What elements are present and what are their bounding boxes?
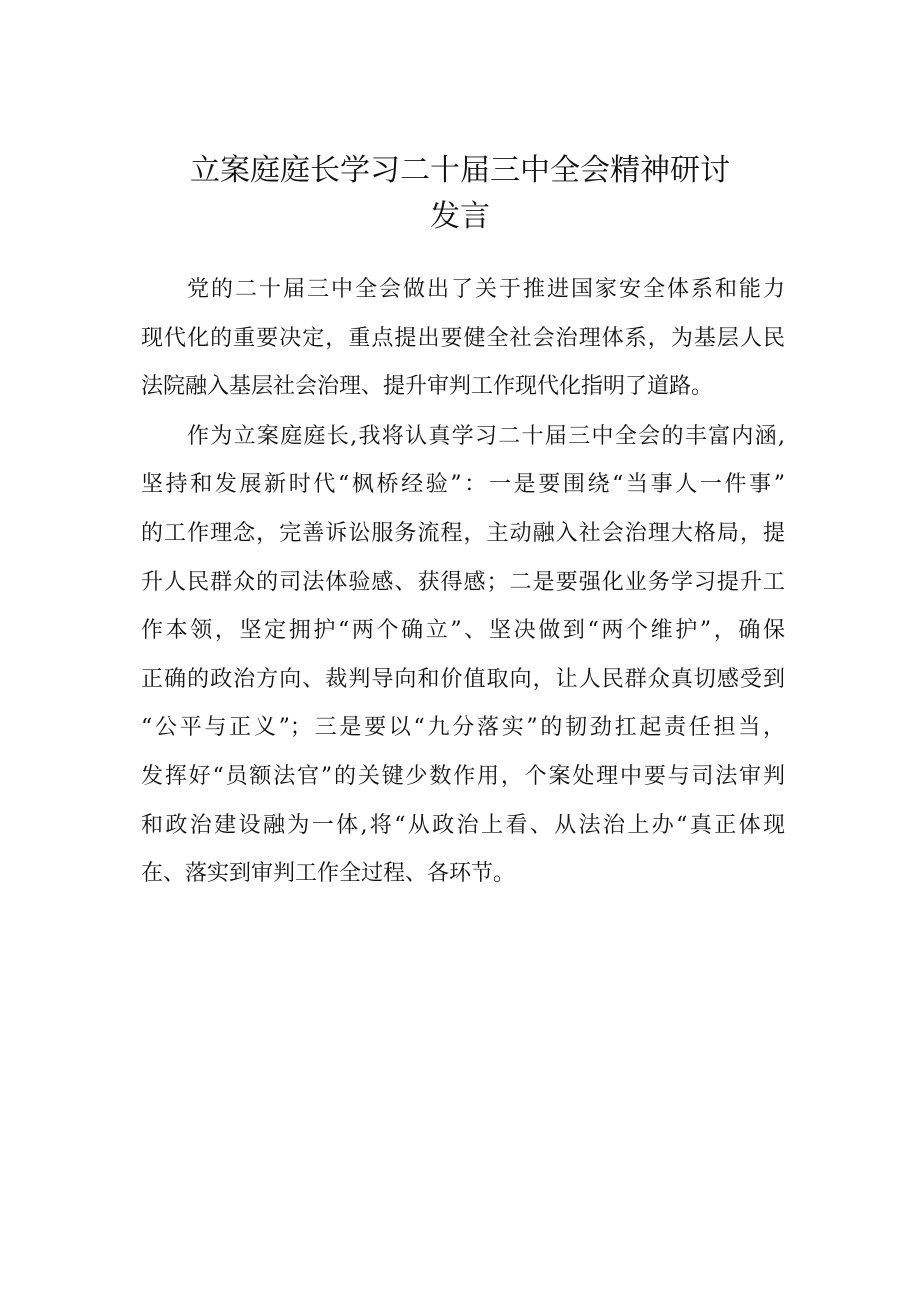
paragraph-line: “公平与正义”；三是要以“九分落实”的韧劲扛起责任担当， bbox=[141, 715, 785, 741]
paragraph-line: 作本领，坚定拥护“两个确立”、坚决做到“两个维护”，确保 bbox=[141, 618, 785, 644]
paragraph-line: 在、落实到审判工作全过程、各环节。 bbox=[141, 861, 516, 887]
title-line-2: 发言 bbox=[430, 199, 490, 234]
title-line-1: 立案庭庭长学习二十届三中全会精神研讨 bbox=[190, 153, 730, 188]
document-body bbox=[141, 266, 785, 899]
paragraph-line: 坚持和发展新时代“枫桥经验”：一是要围绕“当事人一件事” bbox=[141, 472, 785, 498]
document-title bbox=[100, 148, 820, 240]
paragraph-line: 党的二十届三中全会做出了关于推进国家安全体系和能力 bbox=[187, 277, 785, 302]
paragraph-line: 正确的政治方向、裁判导向和价值取向，让人民群众真切感受到 bbox=[141, 666, 785, 692]
paragraph-line: 法院融入基层社会治理、提升审判工作现代化指明了道路。 bbox=[141, 374, 714, 400]
paragraph-line: 升人民群众的司法体验感、获得感；二是要强化业务学习提升工 bbox=[141, 569, 785, 595]
paragraph-line: 发挥好“员额法官”的关键少数作用，个案处理中要与司法审判 bbox=[141, 763, 785, 789]
paragraph-line: 和政治建设融为一体,将“从政治上看、从法治上办“真正体现 bbox=[141, 812, 785, 838]
paragraph-line: 的工作理念，完善诉讼服务流程，主动融入社会治理大格局，提 bbox=[141, 520, 785, 546]
paragraph-1 bbox=[141, 266, 785, 412]
paragraph-2 bbox=[141, 413, 785, 899]
paragraph-line: 作为立案庭庭长,我将认真学习二十届三中全会的丰富内涵, bbox=[187, 423, 785, 449]
paragraph-line: 现代化的重要决定，重点提出要健全社会治理体系，为基层人民 bbox=[141, 325, 785, 351]
